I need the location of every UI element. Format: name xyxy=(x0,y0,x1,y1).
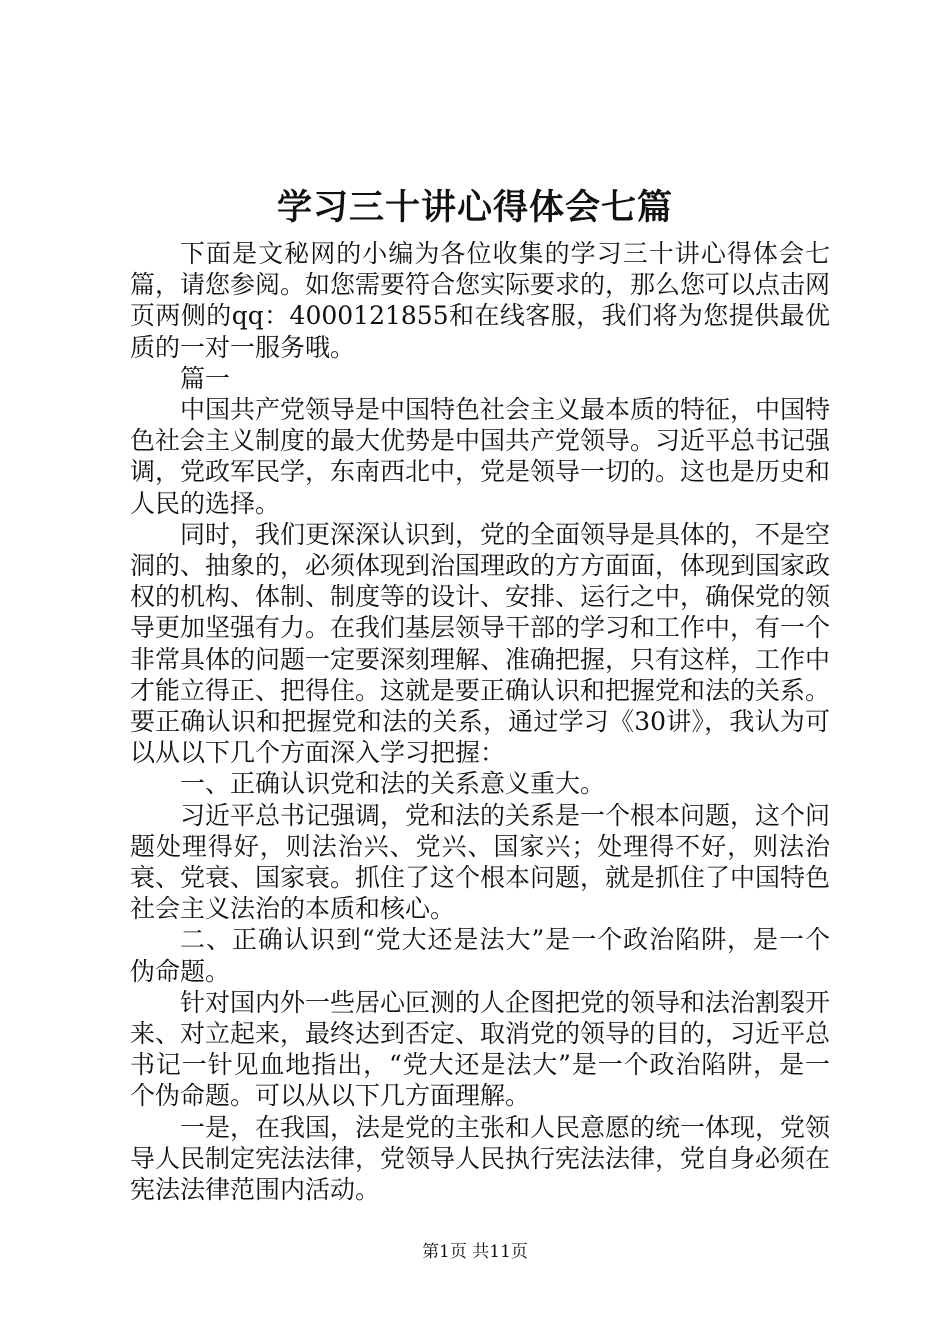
body-paragraph: 针对国内外一些居心叵测的人企图把党的领导和法治割裂开来、对立起来，最终达到否定、取消党的领导的目的，习近平总书记一针见血地指出，“党大还是法大”是一个政治陷阱，是一个伪命题。可以从以下几方面理解。 xyxy=(130,987,831,1111)
document-body xyxy=(130,238,830,1205)
document-title: 学习三十讲心得体会七篇 xyxy=(276,187,673,228)
body-paragraph: 习近平总书记强调，党和法的关系是一个根本问题，这个问题处理得好，则法治兴、党兴、国家兴；处理得不好，则法治衰、党衰、国家衰。抓住了这个根本问题，就是抓住了中国特色社会主义法治的本质和核心。 xyxy=(130,800,831,924)
point-heading-one: 一、正确认识党和法的关系意义重大。 xyxy=(180,769,606,799)
point-heading-two: 二、正确认识到“党大还是法大”是一个政治陷阱，是一个伪命题。 xyxy=(130,925,830,986)
body-paragraph: 一是，在我国，法是党的主张和人民意愿的统一体现，党领导人民制定宪法法律，党领导人民执行宪法法律，党自身必须在宪法法律范围内活动。 xyxy=(130,1112,831,1205)
section-heading-part-one: 篇一 xyxy=(180,363,231,393)
body-paragraph: 同时，我们更深深认识到，党的全面领导是具体的，不是空洞的、抽象的，必须体现到治国理政的方方面面，体现到国家政权的机构、体制、制度等的设计、安排、运行之中，确保党的领导更加坚强有力。在我们基层领导干部的学习和工作中，有一个非常具体的问题一定要深刻理解、准确把握，只有这样，工作中才能立得正、把得住。这就是要正确认识和把握党和法的关系。要正确认识和把握党和法的关系，通过学习《30讲》，我认为可以从以下几个方面深入学习把握： xyxy=(130,519,831,768)
body-paragraph: 中国共产党领导是中国特色社会主义最本质的特征，中国特色社会主义制度的最大优势是中国共产党领导。习近平总书记强调，党政军民学，东南西北中，党是领导一切的。这也是历史和人民的选择。 xyxy=(130,395,831,518)
page-number-footer: 第1页 共11页 xyxy=(422,1242,528,1262)
intro-paragraph: 下面是文秘网的小编为各位收集的学习三十讲心得体会七篇，请您参阅。如您需要符合您实际要求的，那么您可以点击网页两侧的qq：4000121855和在线客服，我们将为您提供最优质的一对一服务哦。 xyxy=(130,239,831,362)
